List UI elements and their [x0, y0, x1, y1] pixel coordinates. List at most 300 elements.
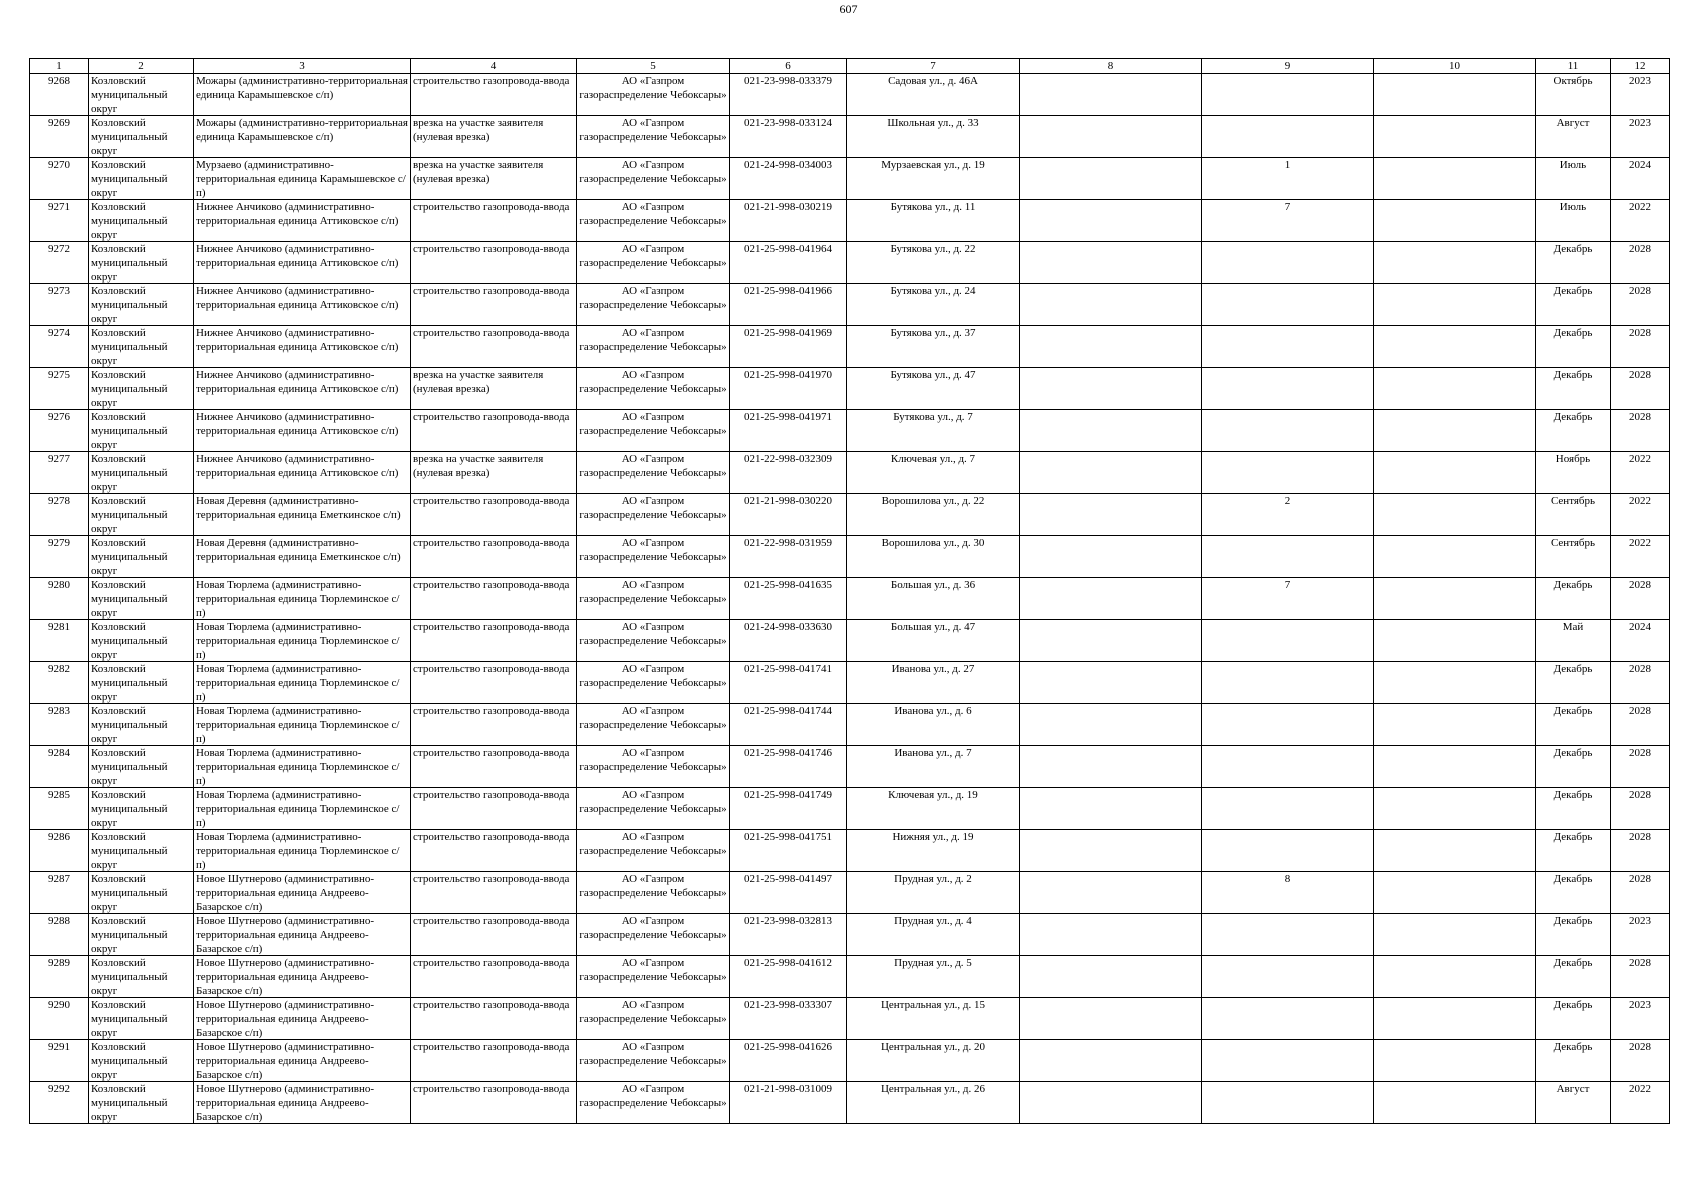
cell-row-number: [30, 746, 89, 788]
cell-text: АО «Газпром газораспределение Чебоксары»: [579, 873, 727, 899]
cell-text: 021-25-998-041749: [744, 789, 832, 801]
cell-application-number: [730, 872, 847, 914]
cell-col-8: [1020, 956, 1202, 998]
cell-col-9: [1202, 536, 1374, 578]
cell-text: Новая Тюрлема (административно-территориальная единица Тюрлеминское с/п): [196, 705, 400, 745]
cell-col-9: [1202, 746, 1374, 788]
cell-text: 021-23-998-033379: [744, 75, 832, 87]
cell-year: [1611, 200, 1670, 242]
cell-month: [1536, 200, 1611, 242]
cell-text: Центральная ул., д. 15: [880, 999, 986, 1011]
cell-col-10: [1374, 578, 1536, 620]
cell-settlement: [194, 830, 411, 872]
cell-settlement: [194, 326, 411, 368]
cell-text: 9276: [48, 411, 70, 423]
cell-text: Козловский муниципальный округ: [91, 411, 168, 451]
cell-text: Декабрь: [1553, 579, 1593, 591]
cell-text: 2028: [1629, 411, 1651, 423]
cell-settlement: [194, 872, 411, 914]
cell-text: Декабрь: [1553, 411, 1593, 423]
table-row: [30, 830, 1670, 872]
cell-text: 021-25-998-041497: [744, 873, 832, 885]
cell-application-number: [730, 1082, 847, 1124]
cell-text: Козловский муниципальный округ: [91, 915, 168, 955]
cell-col-9: [1202, 704, 1374, 746]
cell-month: [1536, 662, 1611, 704]
cell-text: 021-25-998-041746: [744, 747, 832, 759]
cell-text: Новая Тюрлема (административно-территориальная единица Тюрлеминское с/п): [196, 747, 400, 787]
cell-district: [89, 620, 194, 662]
cell-organization: [577, 662, 730, 704]
cell-text: Козловский муниципальный округ: [91, 831, 168, 871]
cell-text: 2022: [1629, 495, 1651, 507]
cell-text: Новое Шутнерово (административно-территориальная единица Андреево-Базарское с/п): [196, 1041, 374, 1081]
cell-text: строительство газопровода-ввода: [413, 327, 570, 339]
cell-application-number: [730, 452, 847, 494]
cell-text: 2028: [1629, 705, 1651, 717]
cell-col-9: [1202, 1040, 1374, 1082]
cell-text: 021-22-998-032309: [744, 453, 832, 465]
cell-row-number: [30, 536, 89, 578]
cell-text: Мурзаевская ул., д. 19: [881, 159, 985, 171]
cell-text: Козловский муниципальный округ: [91, 75, 168, 115]
cell-text: Можары (административно-территориальная единица Карамышевское с/п): [196, 117, 408, 143]
cell-text: Иванова ул., д. 6: [894, 705, 972, 717]
cell-row-number: [30, 998, 89, 1040]
cell-text: Козловский муниципальный округ: [91, 663, 168, 703]
cell-work-type: [411, 830, 577, 872]
cell-work-type: [411, 1040, 577, 1082]
cell-work-type: [411, 284, 577, 326]
cell-address: [847, 746, 1020, 788]
cell-address: [847, 956, 1020, 998]
cell-application-number: [730, 536, 847, 578]
cell-organization: [577, 620, 730, 662]
cell-district: [89, 956, 194, 998]
cell-row-number: [30, 410, 89, 452]
table-row: [30, 788, 1670, 830]
cell-year: [1611, 662, 1670, 704]
cell-text: 2022: [1629, 1083, 1651, 1095]
cell-month: [1536, 578, 1611, 620]
cell-application-number: [730, 410, 847, 452]
cell-text: 9271: [48, 201, 70, 213]
cell-col-8: [1020, 452, 1202, 494]
cell-text: Козловский муниципальный округ: [91, 579, 168, 619]
table-row: [30, 326, 1670, 368]
column-header-9: 9: [1202, 59, 1374, 74]
cell-district: [89, 536, 194, 578]
cell-col-8: [1020, 914, 1202, 956]
cell-text: Новое Шутнерово (административно-территориальная единица Андреево-Базарское с/п): [196, 873, 374, 913]
cell-text: 2028: [1629, 663, 1651, 675]
cell-address: [847, 116, 1020, 158]
cell-text: Козловский муниципальный округ: [91, 327, 168, 367]
cell-address: [847, 788, 1020, 830]
cell-address: [847, 914, 1020, 956]
cell-col-9: [1202, 200, 1374, 242]
cell-text: Бутякова ул., д. 24: [890, 285, 976, 297]
cell-work-type: [411, 872, 577, 914]
cell-col-8: [1020, 998, 1202, 1040]
cell-address: [847, 1040, 1020, 1082]
cell-text: АО «Газпром газораспределение Чебоксары»: [579, 411, 727, 437]
cell-text: Козловский муниципальный округ: [91, 621, 168, 661]
cell-text: 9277: [48, 453, 70, 465]
cell-text: Иванова ул., д. 7: [894, 747, 972, 759]
cell-text: строительство газопровода-ввода: [413, 1083, 570, 1095]
cell-row-number: [30, 242, 89, 284]
table-row: [30, 116, 1670, 158]
table-row: [30, 200, 1670, 242]
cell-text: Прудная ул., д. 4: [894, 915, 972, 927]
cell-text: Нижнее Анчиково (административно-территориальная единица Аттиковское с/п): [196, 453, 399, 479]
cell-row-number: [30, 368, 89, 410]
cell-col-9: [1202, 158, 1374, 200]
cell-text: 2028: [1629, 369, 1651, 381]
cell-text: Бутякова ул., д. 47: [890, 369, 976, 381]
cell-text: Декабрь: [1553, 789, 1593, 801]
cell-row-number: [30, 788, 89, 830]
cell-text: Декабрь: [1553, 747, 1593, 759]
cell-district: [89, 1082, 194, 1124]
cell-row-number: [30, 578, 89, 620]
cell-organization: [577, 704, 730, 746]
cell-month: [1536, 956, 1611, 998]
cell-col-10: [1374, 956, 1536, 998]
cell-address: [847, 200, 1020, 242]
cell-organization: [577, 1040, 730, 1082]
cell-text: строительство газопровода-ввода: [413, 663, 570, 675]
cell-text: 2023: [1629, 999, 1651, 1011]
cell-year: [1611, 578, 1670, 620]
table-row: [30, 578, 1670, 620]
cell-row-number: [30, 284, 89, 326]
cell-application-number: [730, 116, 847, 158]
cell-row-number: [30, 452, 89, 494]
cell-text: Нижнее Анчиково (административно-территориальная единица Аттиковское с/п): [196, 411, 399, 437]
cell-text: 9289: [48, 957, 70, 969]
cell-address: [847, 704, 1020, 746]
cell-text: Козловский муниципальный округ: [91, 999, 168, 1039]
cell-text: Ворошилова ул., д. 22: [881, 495, 985, 507]
cell-text: 9282: [48, 663, 70, 675]
cell-text: 9273: [48, 285, 70, 297]
cell-year: [1611, 704, 1670, 746]
cell-year: [1611, 116, 1670, 158]
cell-col-10: [1374, 74, 1536, 116]
table-row: [30, 1040, 1670, 1082]
cell-text: Козловский муниципальный округ: [91, 453, 168, 493]
cell-work-type: [411, 1082, 577, 1124]
table-row: [30, 1082, 1670, 1124]
cell-text: строительство газопровода-ввода: [413, 999, 570, 1011]
cell-text: АО «Газпром газораспределение Чебоксары»: [579, 75, 727, 101]
cell-application-number: [730, 914, 847, 956]
cell-text: 7: [1284, 201, 1291, 213]
cell-col-9: [1202, 662, 1374, 704]
cell-text: 2022: [1629, 453, 1651, 465]
table-row: [30, 284, 1670, 326]
cell-year: [1611, 452, 1670, 494]
cell-application-number: [730, 746, 847, 788]
cell-text: 021-25-998-041971: [744, 411, 832, 423]
cell-text: АО «Газпром газораспределение Чебоксары»: [579, 369, 727, 395]
cell-col-9: [1202, 620, 1374, 662]
cell-text: 021-23-998-033307: [744, 999, 832, 1011]
cell-text: АО «Газпром газораспределение Чебоксары»: [579, 831, 727, 857]
cell-col-10: [1374, 326, 1536, 368]
cell-address: [847, 368, 1020, 410]
cell-col-10: [1374, 620, 1536, 662]
cell-col-8: [1020, 494, 1202, 536]
cell-text: 021-25-998-041969: [744, 327, 832, 339]
cell-col-9: [1202, 452, 1374, 494]
cell-col-10: [1374, 914, 1536, 956]
cell-col-10: [1374, 788, 1536, 830]
cell-row-number: [30, 158, 89, 200]
cell-col-8: [1020, 746, 1202, 788]
cell-work-type: [411, 242, 577, 284]
cell-district: [89, 158, 194, 200]
cell-text: строительство газопровода-ввода: [413, 75, 570, 87]
cell-col-9: [1202, 830, 1374, 872]
cell-col-10: [1374, 872, 1536, 914]
cell-organization: [577, 74, 730, 116]
cell-text: строительство газопровода-ввода: [413, 201, 570, 213]
cell-col-10: [1374, 410, 1536, 452]
cell-year: [1611, 788, 1670, 830]
cell-col-10: [1374, 746, 1536, 788]
cell-col-9: [1202, 242, 1374, 284]
cell-address: [847, 284, 1020, 326]
cell-text: АО «Газпром газораспределение Чебоксары»: [579, 579, 727, 605]
cell-row-number: [30, 956, 89, 998]
cell-district: [89, 704, 194, 746]
cell-col-10: [1374, 662, 1536, 704]
table-row: [30, 242, 1670, 284]
cell-settlement: [194, 74, 411, 116]
cell-settlement: [194, 704, 411, 746]
cell-application-number: [730, 578, 847, 620]
cell-text: 9272: [48, 243, 70, 255]
cell-text: строительство газопровода-ввода: [413, 831, 570, 843]
cell-col-10: [1374, 158, 1536, 200]
cell-work-type: [411, 998, 577, 1040]
cell-settlement: [194, 200, 411, 242]
cell-district: [89, 284, 194, 326]
cell-text: 2028: [1629, 747, 1651, 759]
cell-text: 9279: [48, 537, 70, 549]
cell-text: Нижнее Анчиково (административно-территориальная единица Аттиковское с/п): [196, 201, 399, 227]
cell-text: Нижнее Анчиково (административно-территориальная единица Аттиковское с/п): [196, 369, 399, 395]
cell-district: [89, 662, 194, 704]
cell-col-9: [1202, 494, 1374, 536]
cell-year: [1611, 956, 1670, 998]
cell-text: 2028: [1629, 285, 1651, 297]
cell-text: Новая Тюрлема (административно-территориальная единица Тюрлеминское с/п): [196, 621, 400, 661]
table-row: [30, 746, 1670, 788]
cell-text: 021-22-998-031959: [744, 537, 832, 549]
column-number-header-row: [30, 59, 1670, 74]
cell-application-number: [730, 830, 847, 872]
cell-settlement: [194, 452, 411, 494]
cell-text: Козловский муниципальный округ: [91, 159, 168, 199]
cell-text: Большая ул., д. 36: [890, 579, 976, 591]
cell-district: [89, 872, 194, 914]
cell-row-number: [30, 620, 89, 662]
cell-application-number: [730, 284, 847, 326]
cell-district: [89, 746, 194, 788]
cell-text: врезка на участке заявителя (нулевая врезка): [413, 159, 544, 185]
cell-text: Козловский муниципальный округ: [91, 747, 168, 787]
table-row: [30, 620, 1670, 662]
table-body: [30, 74, 1670, 1124]
cell-year: [1611, 620, 1670, 662]
cell-text: АО «Газпром газораспределение Чебоксары»: [579, 537, 727, 563]
cell-text: Новая Тюрлема (административно-территориальная единица Тюрлеминское с/п): [196, 579, 400, 619]
cell-application-number: [730, 326, 847, 368]
cell-address: [847, 578, 1020, 620]
cell-col-9: [1202, 410, 1374, 452]
cell-organization: [577, 956, 730, 998]
column-header-1: 1: [30, 59, 89, 74]
cell-col-10: [1374, 200, 1536, 242]
cell-organization: [577, 830, 730, 872]
cell-text: Август: [1556, 1083, 1590, 1095]
cell-text: Новое Шутнерово (административно-территориальная единица Андреево-Базарское с/п): [196, 915, 374, 955]
cell-organization: [577, 200, 730, 242]
cell-row-number: [30, 200, 89, 242]
cell-row-number: [30, 704, 89, 746]
cell-col-10: [1374, 368, 1536, 410]
cell-application-number: [730, 74, 847, 116]
cell-col-8: [1020, 1082, 1202, 1124]
cell-text: 2022: [1629, 201, 1651, 213]
cell-application-number: [730, 368, 847, 410]
cell-text: Декабрь: [1553, 663, 1593, 675]
cell-text: врезка на участке заявителя (нулевая врезка): [413, 453, 544, 479]
cell-col-8: [1020, 242, 1202, 284]
cell-organization: [577, 914, 730, 956]
cell-month: [1536, 242, 1611, 284]
cell-text: строительство газопровода-ввода: [413, 747, 570, 759]
cell-year: [1611, 830, 1670, 872]
cell-address: [847, 326, 1020, 368]
cell-text: АО «Газпром газораспределение Чебоксары»: [579, 957, 727, 983]
cell-row-number: [30, 74, 89, 116]
cell-text: 2028: [1629, 789, 1651, 801]
cell-text: АО «Газпром газораспределение Чебоксары»: [579, 117, 727, 143]
cell-row-number: [30, 116, 89, 158]
cell-address: [847, 830, 1020, 872]
cell-row-number: [30, 494, 89, 536]
cell-text: 2: [1284, 495, 1291, 507]
cell-work-type: [411, 914, 577, 956]
cell-text: Декабрь: [1553, 705, 1593, 717]
cell-text: 021-25-998-041612: [744, 957, 832, 969]
cell-text: 9283: [48, 705, 70, 717]
cell-text: Июль: [1559, 201, 1587, 213]
cell-text: 9270: [48, 159, 70, 171]
cell-text: Новая Тюрлема (административно-территориальная единица Тюрлеминское с/п): [196, 831, 400, 871]
cell-text: Нижнее Анчиково (административно-территориальная единица Аттиковское с/п): [196, 327, 399, 353]
cell-text: 021-21-998-030220: [744, 495, 832, 507]
cell-text: Новое Шутнерово (административно-территориальная единица Андреево-Базарское с/п): [196, 999, 374, 1039]
cell-settlement: [194, 116, 411, 158]
cell-col-10: [1374, 830, 1536, 872]
cell-work-type: [411, 368, 577, 410]
cell-address: [847, 872, 1020, 914]
cell-work-type: [411, 746, 577, 788]
cell-col-9: [1202, 1082, 1374, 1124]
cell-text: строительство газопровода-ввода: [413, 705, 570, 717]
table-row: [30, 914, 1670, 956]
cell-application-number: [730, 620, 847, 662]
cell-text: Ключевая ул., д. 7: [890, 453, 976, 465]
column-header-8: 8: [1020, 59, 1202, 74]
cell-text: Центральная ул., д. 20: [880, 1041, 986, 1053]
cell-text: Бутякова ул., д. 7: [893, 411, 973, 423]
cell-col-10: [1374, 452, 1536, 494]
cell-row-number: [30, 1082, 89, 1124]
cell-text: 2028: [1629, 873, 1651, 885]
cell-text: Декабрь: [1553, 915, 1593, 927]
column-header-3: 3: [194, 59, 411, 74]
cell-text: 2028: [1629, 579, 1651, 591]
cell-month: [1536, 410, 1611, 452]
column-header-7: 7: [847, 59, 1020, 74]
cell-text: 021-25-998-041966: [744, 285, 832, 297]
cell-month: [1536, 326, 1611, 368]
cell-district: [89, 998, 194, 1040]
cell-text: 021-21-998-030219: [744, 201, 832, 213]
cell-year: [1611, 998, 1670, 1040]
cell-text: строительство газопровода-ввода: [413, 789, 570, 801]
cell-text: Декабрь: [1553, 873, 1593, 885]
cell-text: Ноябрь: [1555, 453, 1591, 465]
cell-district: [89, 326, 194, 368]
cell-work-type: [411, 158, 577, 200]
cell-row-number: [30, 830, 89, 872]
cell-col-9: [1202, 578, 1374, 620]
cell-text: Козловский муниципальный округ: [91, 117, 168, 157]
cell-text: 9288: [48, 915, 70, 927]
cell-settlement: [194, 158, 411, 200]
cell-application-number: [730, 242, 847, 284]
cell-address: [847, 998, 1020, 1040]
cell-row-number: [30, 662, 89, 704]
cell-year: [1611, 914, 1670, 956]
cell-text: строительство газопровода-ввода: [413, 621, 570, 633]
cell-year: [1611, 410, 1670, 452]
cell-text: 021-23-998-032813: [744, 915, 832, 927]
cell-work-type: [411, 494, 577, 536]
cell-work-type: [411, 956, 577, 998]
cell-text: Школьная ул., д. 33: [887, 117, 979, 129]
cell-work-type: [411, 662, 577, 704]
cell-text: 1: [1284, 159, 1291, 171]
cell-text: Август: [1556, 117, 1590, 129]
cell-settlement: [194, 746, 411, 788]
cell-work-type: [411, 704, 577, 746]
table-row: [30, 662, 1670, 704]
cell-col-9: [1202, 956, 1374, 998]
cell-text: Бутякова ул., д. 22: [890, 243, 976, 255]
cell-text: Козловский муниципальный округ: [91, 285, 168, 325]
cell-text: 021-25-998-041751: [744, 831, 832, 843]
cell-col-9: [1202, 368, 1374, 410]
